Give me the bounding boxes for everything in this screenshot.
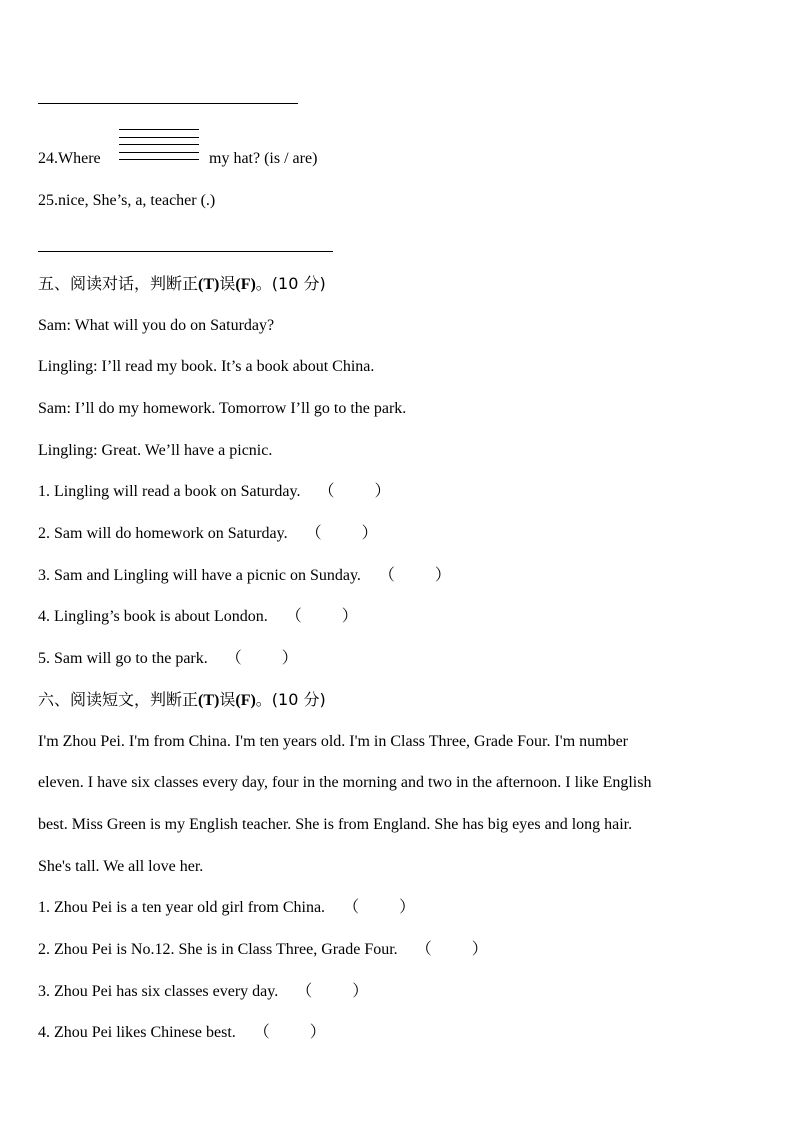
- s5-question-2: 2. Sam will do homework on Saturday. （ ）: [38, 525, 378, 542]
- question-24-number: 24.: [38, 150, 58, 167]
- s6-question-3: 3. Zhou Pei has six classes every day. （ ）: [38, 983, 369, 1000]
- s6-question-1: 1. Zhou Pei is a ten year old girl from China. （ ）: [38, 899, 416, 916]
- s6-question-2: 2. Zhou Pei is No.12. She is in Class Three, Grade Four. （ ）: [38, 941, 488, 958]
- question-24: [38, 149, 101, 169]
- section-6-heading: 六、阅读短文，判断正(T)误(F)。(10 分): [38, 690, 326, 709]
- s6-question-4: 4. Zhou Pei likes Chinese best. （ ）: [38, 1024, 326, 1041]
- passage-line: best. Miss Green is my English teacher. She is from England. She has big eyes and long hair.: [38, 816, 633, 833]
- passage-line: She's tall. We all love her.: [38, 858, 204, 875]
- dialogue-line: Sam: I’ll do my homework. Tomorrow I’ll go to the park.: [38, 400, 407, 417]
- answer-line-23: [38, 103, 298, 104]
- s5-question-5: 5. Sam will go to the park. （ ）: [38, 650, 298, 667]
- answer-blank[interactable]: （ ）: [378, 567, 451, 584]
- question-24-before: Where: [58, 150, 101, 167]
- passage-line: I'm Zhou Pei. I'm from China. I'm ten years old. I'm in Class Three, Grade Four. I'm number: [38, 733, 629, 750]
- answer-blank[interactable]: （ ）: [285, 608, 358, 625]
- answer-blank[interactable]: （ ）: [343, 899, 416, 916]
- s5-question-3: 3. Sam and Lingling will have a picnic on Sunday. （ ）: [38, 567, 451, 584]
- question-25: 25.nice, She’s, a, teacher (.): [38, 192, 216, 209]
- answer-blank[interactable]: （ ）: [305, 525, 378, 542]
- dialogue-line: Sam: What will you do on Saturday?: [38, 317, 275, 334]
- answer-blank[interactable]: （ ）: [253, 1024, 326, 1041]
- answer-line-25: [38, 251, 333, 252]
- s5-question-1: 1. Lingling will read a book on Saturday. （ ）: [38, 483, 391, 500]
- passage-line: eleven. I have six classes every day, four in the morning and two in the afternoon. I like English: [38, 774, 652, 791]
- question-24-after: my hat? (is / are): [209, 150, 318, 167]
- answer-blank[interactable]: （ ）: [415, 941, 488, 958]
- s5-question-4: 4. Lingling’s book is about London. （ ）: [38, 608, 358, 625]
- answer-blank[interactable]: （ ）: [296, 983, 369, 1000]
- section-5-heading: 五、阅读对话，判断正(T)误(F)。(10 分): [38, 274, 326, 293]
- answer-blank[interactable]: （ ）: [225, 650, 298, 667]
- answer-blank[interactable]: （ ）: [318, 483, 391, 500]
- dialogue-line: Lingling: Great. We’ll have a picnic.: [38, 442, 273, 459]
- dialogue-line: Lingling: I’ll read my book. It’s a book about China.: [38, 358, 375, 375]
